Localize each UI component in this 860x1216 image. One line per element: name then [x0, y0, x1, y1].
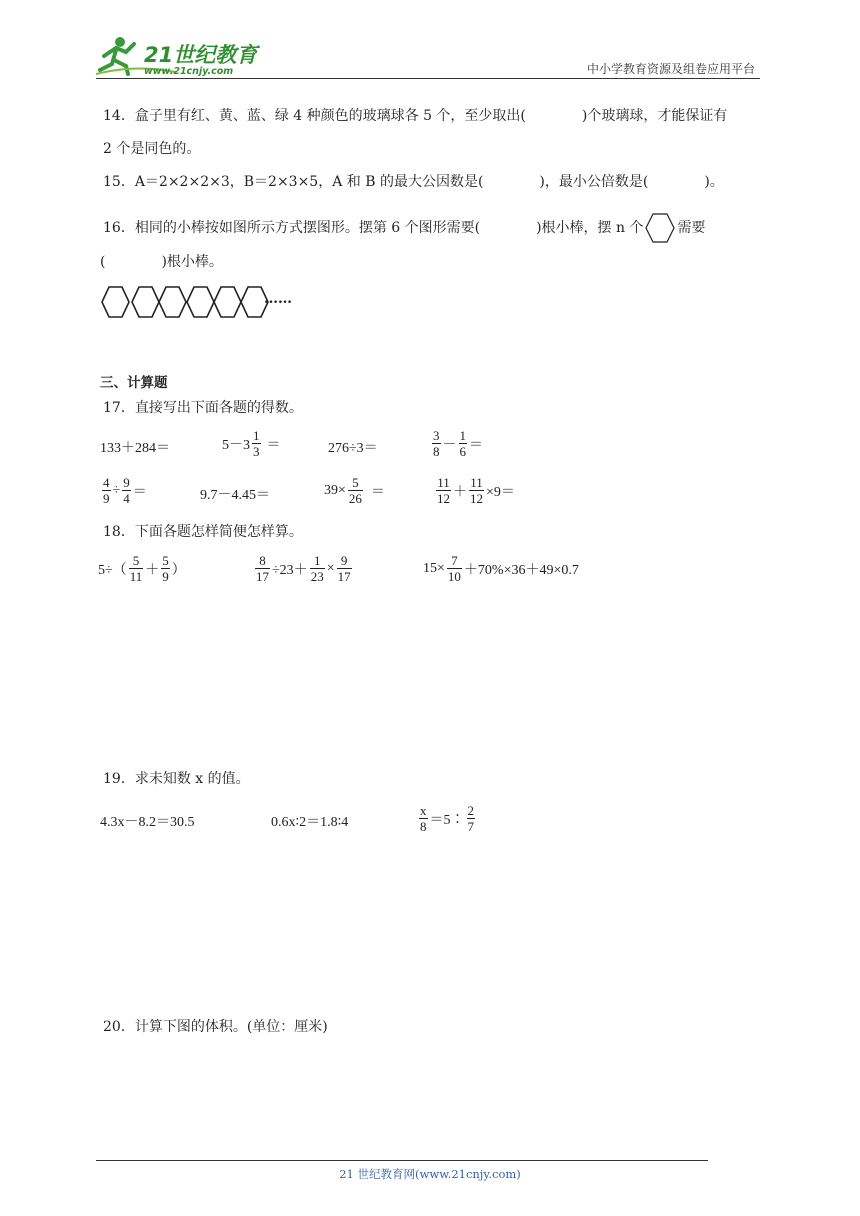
q18-expr-2-fraction-1: $\frac{8}{17}$	[256, 553, 269, 584]
q17-expr-8-fraction-1: $\frac{11}{12}$	[437, 475, 450, 506]
header-platform-text: 中小学教育资源及组卷应用平台	[586, 62, 755, 76]
q17-expr-7	[324, 475, 385, 506]
q18-expr-2-op: ×	[326, 560, 335, 576]
q17-expr-8-op: ＋	[453, 484, 467, 500]
q18-expr-3-tail: ＋70%×36＋49×0.7	[463, 562, 579, 578]
site-logo	[96, 34, 276, 78]
q19-equation-2: 0.6x∶2＝1.8∶4	[271, 815, 349, 830]
svg-text:21世纪教育: 21世纪教育	[144, 43, 258, 67]
q17-expr-5	[100, 475, 147, 506]
question-18-title: 18．下面各题怎样简便怎样算。	[103, 524, 303, 540]
q19-equation-3-fraction-1: $\frac{x}{8}$	[420, 803, 427, 834]
question-16-text-need: 需要	[677, 220, 706, 236]
q19-equation-3	[417, 803, 477, 834]
q19-equation-3-mid: ＝5∶	[429, 812, 465, 828]
q17-expr-2	[222, 428, 281, 459]
q18-expr-1-fraction-1: $\frac{5}{11}$	[129, 553, 143, 584]
q18-expr-3-fraction: $\frac{7}{10}$	[447, 553, 461, 584]
question-17-title: 17．直接写出下面各题的得数。	[103, 400, 303, 416]
q18-expr-1-op: ＋	[145, 562, 160, 578]
q17-expr-7-text: 39×	[324, 482, 346, 498]
q18-expr-1-fraction-2: $\frac{5}{9}$	[162, 553, 169, 584]
svg-text:www.21cnjy.com: www.21cnjy.com	[144, 66, 234, 77]
question-19-title: 19．求未知数 x 的值。	[103, 771, 250, 787]
q18-expr-2-mid: ÷23＋	[272, 562, 308, 578]
question-16-line1	[103, 212, 705, 244]
q17-expr-4-fraction-2: $\frac{1}{6}$	[459, 428, 466, 459]
q17-expr-7-fraction: $\frac{5}{26}$	[348, 475, 362, 506]
q17-expr-8-fraction-2: $\frac{11}{12}$	[470, 475, 483, 506]
q17-expr-4-eq: ＝	[469, 437, 483, 453]
q17-expr-5-fraction-1: $\frac{4}{9}$	[103, 475, 110, 506]
q18-expr-2-fraction-3: $\frac{9}{17}$	[337, 553, 351, 584]
question-14-line1: 14．盒子里有红、黄、蓝、绿 4 种颜色的玻璃球各 5 个，至少取出( )个玻璃球，才能保证有	[103, 108, 728, 124]
q17-expr-2-text: 5－3	[222, 437, 250, 453]
section-3-title: 三、计算题	[100, 375, 168, 391]
q17-expr-6: 9.7－4.45＝	[200, 488, 270, 503]
question-16-line2: ( )根小棒。	[100, 254, 223, 270]
q17-expr-3: 276÷3＝	[328, 441, 378, 456]
q17-expr-7-eq: ＝	[370, 484, 385, 500]
q19-equation-1: 4.3x－8.2＝30.5	[100, 815, 195, 830]
q17-expr-5-op: ÷	[112, 482, 121, 498]
q18-expr-2-fraction-2: $\frac{1}{23}$	[310, 553, 324, 584]
q17-expr-5-fraction-2: $\frac{9}{4}$	[123, 475, 130, 506]
q18-expr-1	[98, 553, 186, 584]
q17-expr-1: 133＋284＝	[100, 441, 170, 456]
question-15: 15．A＝2×2×2×3，B＝2×3×5，A 和 B 的最大公因数是( )，最小公倍数是( )。	[103, 174, 724, 190]
q17-expr-8-tail: ×9＝	[486, 484, 515, 500]
footer-site-link[interactable]: 21 世纪教育网(www.21cnjy.com)	[339, 1167, 521, 1181]
q17-expr-4	[430, 428, 483, 459]
q17-expr-2-fraction: $\frac{1}{3}$	[253, 428, 260, 459]
q18-expr-1-close: ）	[171, 562, 186, 578]
header-divider	[96, 78, 760, 79]
hexagon-icon	[645, 212, 675, 244]
runner-logo-icon	[96, 34, 276, 78]
q17-expr-2-eq: ＝	[266, 437, 281, 453]
q18-expr-3-head: 15×	[423, 560, 445, 576]
q17-expr-8	[434, 475, 515, 506]
q17-expr-4-fraction-1: $\frac{3}{8}$	[433, 428, 440, 459]
q18-expr-3	[423, 553, 579, 584]
q17-expr-4-op: －	[442, 437, 457, 453]
question-14-line2: 2 个是同色的。	[103, 141, 201, 157]
hexagon-pattern-ellipsis: ……	[264, 291, 292, 307]
q18-expr-1-open: 5÷（	[98, 562, 127, 578]
q19-equation-3-fraction-2: $\frac{2}{7}$	[467, 803, 474, 834]
q18-expr-2	[253, 553, 354, 584]
question-16-text: 16．相同的小棒按如图所示方式摆图形。摆第 6 个图形需要( )根小棒，摆 n 个	[103, 220, 644, 236]
question-20-title: 20．计算下图的体积。(单位：厘米)	[103, 1019, 328, 1035]
footer-divider	[96, 1160, 708, 1161]
q17-expr-5-eq: ＝	[132, 484, 147, 500]
